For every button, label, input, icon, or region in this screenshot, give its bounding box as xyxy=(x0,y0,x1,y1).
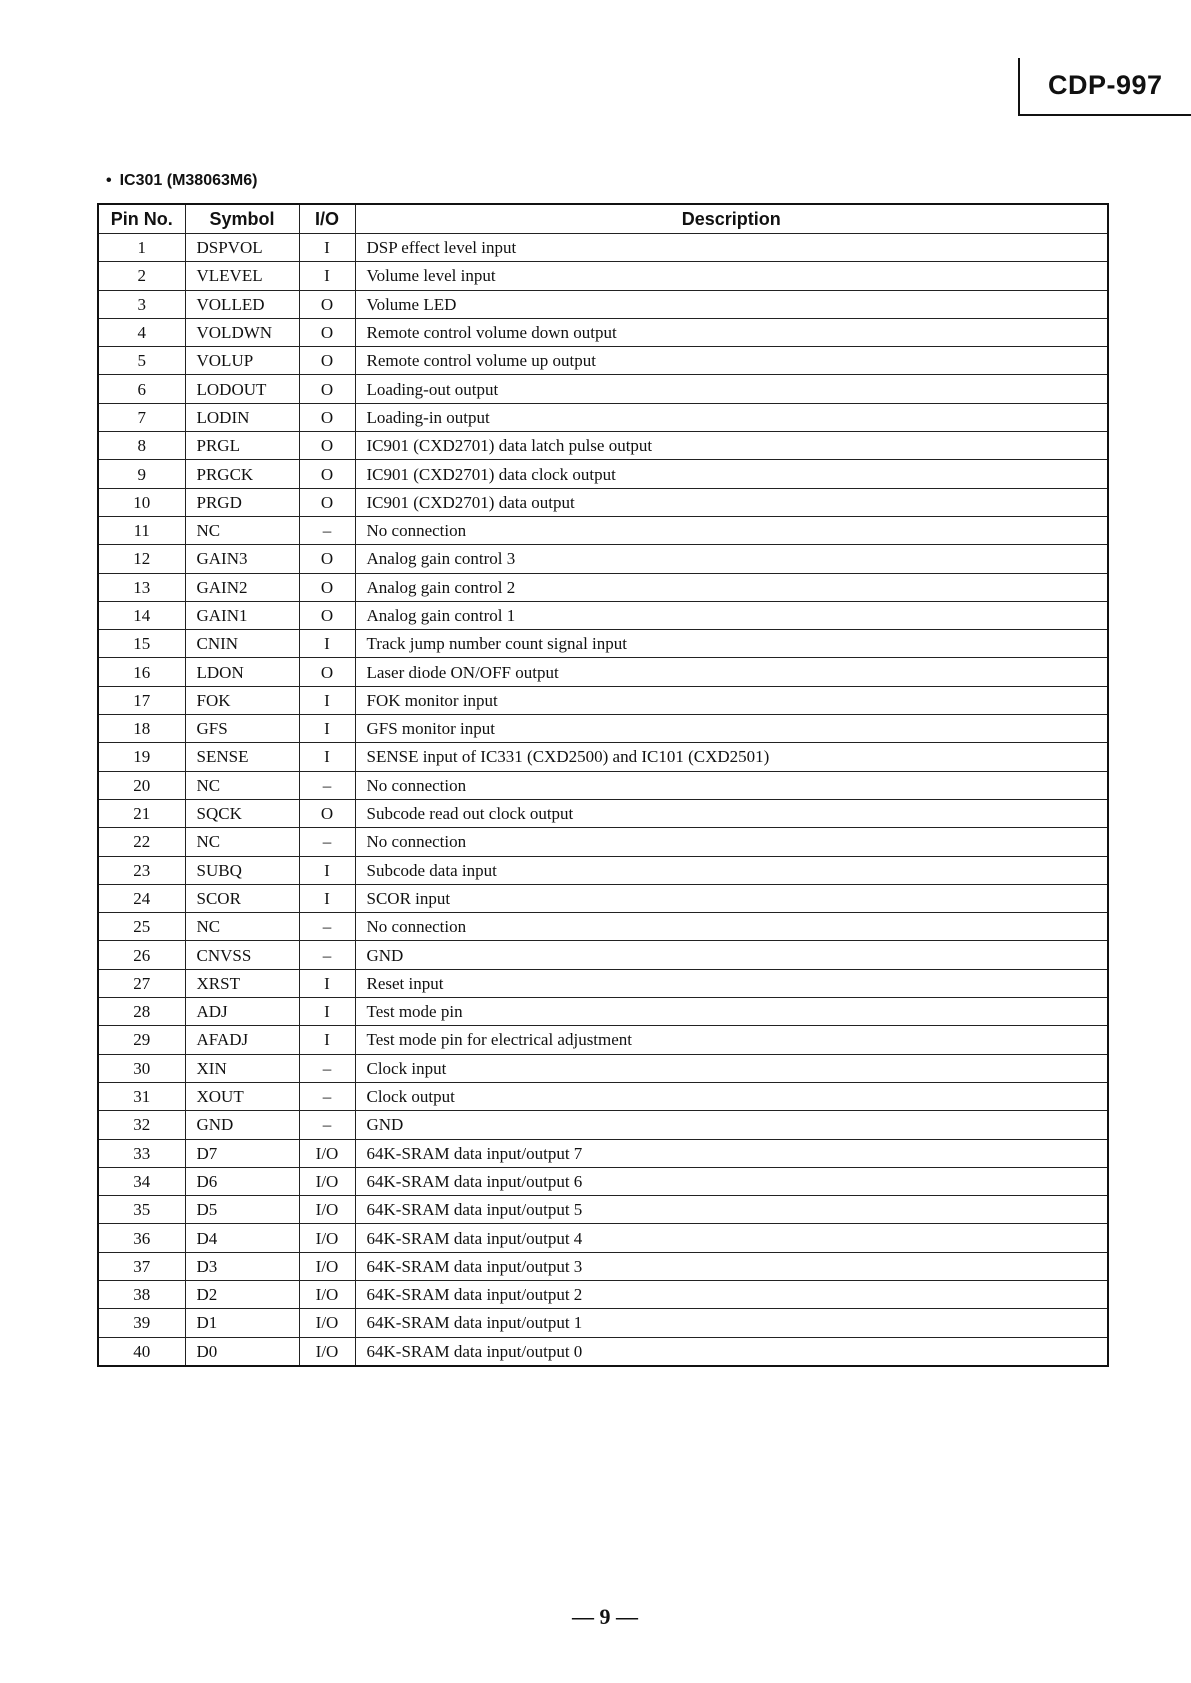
symbol-cell: VOLUP xyxy=(185,347,299,375)
table-row xyxy=(98,743,1108,771)
symbol-cell: D0 xyxy=(185,1337,299,1366)
pin-number-cell: 1 xyxy=(98,234,185,262)
symbol-cell: VLEVEL xyxy=(185,262,299,290)
symbol-cell: XOUT xyxy=(185,1082,299,1110)
io-cell: I xyxy=(299,998,355,1026)
pin-number-cell: 38 xyxy=(98,1280,185,1308)
symbol-cell: SCOR xyxy=(185,884,299,912)
table-body xyxy=(98,234,1108,1366)
col-header-io: I/O xyxy=(299,204,355,234)
table-row xyxy=(98,771,1108,799)
description-cell: Volume LED xyxy=(355,290,1108,318)
table-row xyxy=(98,516,1108,544)
table-row xyxy=(98,1280,1108,1308)
table-row xyxy=(98,998,1108,1026)
pin-number-cell: 9 xyxy=(98,460,185,488)
description-cell: No connection xyxy=(355,828,1108,856)
model-title: CDP-997 xyxy=(1048,70,1163,100)
io-cell: – xyxy=(299,941,355,969)
pin-number-cell: 8 xyxy=(98,432,185,460)
io-cell: I xyxy=(299,1026,355,1054)
symbol-cell: D4 xyxy=(185,1224,299,1252)
table-row xyxy=(98,941,1108,969)
table-row xyxy=(98,630,1108,658)
pin-number-cell: 31 xyxy=(98,1082,185,1110)
symbol-cell: GAIN1 xyxy=(185,601,299,629)
io-cell: O xyxy=(299,403,355,431)
symbol-cell: LODOUT xyxy=(185,375,299,403)
table-row xyxy=(98,856,1108,884)
pin-number-cell: 10 xyxy=(98,488,185,516)
table-row xyxy=(98,1139,1108,1167)
io-cell: I xyxy=(299,743,355,771)
pin-number-cell: 4 xyxy=(98,318,185,346)
io-cell: O xyxy=(299,573,355,601)
pin-number-cell: 33 xyxy=(98,1139,185,1167)
description-cell: No connection xyxy=(355,771,1108,799)
symbol-cell: D5 xyxy=(185,1196,299,1224)
description-cell: GFS monitor input xyxy=(355,715,1108,743)
io-cell: I/O xyxy=(299,1167,355,1195)
symbol-cell: DSPVOL xyxy=(185,234,299,262)
pin-number-cell: 17 xyxy=(98,686,185,714)
pin-number-cell: 12 xyxy=(98,545,185,573)
description-cell: Loading-out output xyxy=(355,375,1108,403)
table-row xyxy=(98,234,1108,262)
table-row xyxy=(98,262,1108,290)
pin-table xyxy=(97,203,1109,1367)
symbol-cell: GAIN3 xyxy=(185,545,299,573)
io-cell: – xyxy=(299,1111,355,1139)
io-cell: O xyxy=(299,375,355,403)
description-cell: No connection xyxy=(355,913,1108,941)
symbol-cell: SQCK xyxy=(185,799,299,827)
pin-number-cell: 26 xyxy=(98,941,185,969)
symbol-cell: NC xyxy=(185,828,299,856)
pin-number-cell: 23 xyxy=(98,856,185,884)
description-cell: FOK monitor input xyxy=(355,686,1108,714)
table-row xyxy=(98,347,1108,375)
pin-number-cell: 30 xyxy=(98,1054,185,1082)
description-cell: 64K-SRAM data input/output 5 xyxy=(355,1196,1108,1224)
io-cell: I/O xyxy=(299,1139,355,1167)
table-row xyxy=(98,658,1108,686)
description-cell: Remote control volume up output xyxy=(355,347,1108,375)
page-number: — 9 — xyxy=(572,1604,638,1629)
description-cell: Laser diode ON/OFF output xyxy=(355,658,1108,686)
description-cell: Analog gain control 1 xyxy=(355,601,1108,629)
io-cell: O xyxy=(299,545,355,573)
symbol-cell: CNVSS xyxy=(185,941,299,969)
table-row xyxy=(98,969,1108,997)
description-cell: IC901 (CXD2701) data latch pulse output xyxy=(355,432,1108,460)
description-cell: Subcode read out clock output xyxy=(355,799,1108,827)
pin-number-cell: 36 xyxy=(98,1224,185,1252)
col-header-description: Description xyxy=(355,204,1108,234)
symbol-cell: NC xyxy=(185,516,299,544)
table-row xyxy=(98,1196,1108,1224)
pin-number-cell: 28 xyxy=(98,998,185,1026)
table-row xyxy=(98,432,1108,460)
pin-number-cell: 3 xyxy=(98,290,185,318)
table-row xyxy=(98,1309,1108,1337)
table-row xyxy=(98,375,1108,403)
io-cell: O xyxy=(299,799,355,827)
description-cell: 64K-SRAM data input/output 7 xyxy=(355,1139,1108,1167)
table-row xyxy=(98,799,1108,827)
pin-number-cell: 27 xyxy=(98,969,185,997)
io-cell: O xyxy=(299,318,355,346)
pin-number-cell: 37 xyxy=(98,1252,185,1280)
io-cell: I/O xyxy=(299,1337,355,1366)
description-cell: 64K-SRAM data input/output 0 xyxy=(355,1337,1108,1366)
symbol-cell: NC xyxy=(185,913,299,941)
symbol-cell: D7 xyxy=(185,1139,299,1167)
col-header-symbol: Symbol xyxy=(185,204,299,234)
table-row xyxy=(98,1026,1108,1054)
description-cell: Track jump number count signal input xyxy=(355,630,1108,658)
table-row xyxy=(98,913,1108,941)
symbol-cell: D3 xyxy=(185,1252,299,1280)
pin-number-cell: 40 xyxy=(98,1337,185,1366)
table-row xyxy=(98,1111,1108,1139)
table-row xyxy=(98,601,1108,629)
io-cell: O xyxy=(299,432,355,460)
description-cell: Analog gain control 2 xyxy=(355,573,1108,601)
description-cell: 64K-SRAM data input/output 3 xyxy=(355,1252,1108,1280)
io-cell: I xyxy=(299,856,355,884)
symbol-cell: ADJ xyxy=(185,998,299,1026)
io-cell: I/O xyxy=(299,1280,355,1308)
table-row xyxy=(98,573,1108,601)
section-heading xyxy=(106,172,257,190)
io-cell: I/O xyxy=(299,1252,355,1280)
description-cell: GND xyxy=(355,1111,1108,1139)
col-header-pin: Pin No. xyxy=(98,204,185,234)
symbol-cell: LODIN xyxy=(185,403,299,431)
table-row xyxy=(98,1054,1108,1082)
pin-number-cell: 19 xyxy=(98,743,185,771)
pin-number-cell: 25 xyxy=(98,913,185,941)
pin-number-cell: 22 xyxy=(98,828,185,856)
symbol-cell: GAIN2 xyxy=(185,573,299,601)
symbol-cell: FOK xyxy=(185,686,299,714)
symbol-cell: PRGL xyxy=(185,432,299,460)
io-cell: O xyxy=(299,347,355,375)
symbol-cell: NC xyxy=(185,771,299,799)
symbol-cell: GFS xyxy=(185,715,299,743)
symbol-cell: CNIN xyxy=(185,630,299,658)
symbol-cell: D1 xyxy=(185,1309,299,1337)
pin-number-cell: 6 xyxy=(98,375,185,403)
symbol-cell: PRGD xyxy=(185,488,299,516)
symbol-cell: LDON xyxy=(185,658,299,686)
symbol-cell: GND xyxy=(185,1111,299,1139)
pin-number-cell: 24 xyxy=(98,884,185,912)
pin-number-cell: 15 xyxy=(98,630,185,658)
io-cell: – xyxy=(299,771,355,799)
symbol-cell: SUBQ xyxy=(185,856,299,884)
symbol-cell: SENSE xyxy=(185,743,299,771)
io-cell: I xyxy=(299,715,355,743)
table-row xyxy=(98,318,1108,346)
symbol-cell: VOLLED xyxy=(185,290,299,318)
description-cell: 64K-SRAM data input/output 2 xyxy=(355,1280,1108,1308)
description-cell: GND xyxy=(355,941,1108,969)
description-cell: 64K-SRAM data input/output 6 xyxy=(355,1167,1108,1195)
table-row xyxy=(98,1252,1108,1280)
description-cell: Test mode pin xyxy=(355,998,1108,1026)
symbol-cell: VOLDWN xyxy=(185,318,299,346)
table-row xyxy=(98,545,1108,573)
symbol-cell: XIN xyxy=(185,1054,299,1082)
pin-number-cell: 35 xyxy=(98,1196,185,1224)
io-cell: I xyxy=(299,969,355,997)
pin-number-cell: 14 xyxy=(98,601,185,629)
pin-number-cell: 39 xyxy=(98,1309,185,1337)
table-row xyxy=(98,1337,1108,1366)
io-cell: O xyxy=(299,601,355,629)
table-row xyxy=(98,290,1108,318)
description-cell: Reset input xyxy=(355,969,1108,997)
symbol-cell: PRGCK xyxy=(185,460,299,488)
table-row xyxy=(98,884,1108,912)
symbol-cell: D2 xyxy=(185,1280,299,1308)
section-title: IC301 (M38063M6) xyxy=(119,172,258,189)
description-cell: IC901 (CXD2701) data clock output xyxy=(355,460,1108,488)
pin-number-cell: 16 xyxy=(98,658,185,686)
io-cell: – xyxy=(299,1054,355,1082)
table-row xyxy=(98,460,1108,488)
table-row xyxy=(98,488,1108,516)
symbol-cell: XRST xyxy=(185,969,299,997)
description-cell: 64K-SRAM data input/output 4 xyxy=(355,1224,1108,1252)
io-cell: – xyxy=(299,828,355,856)
description-cell: Analog gain control 3 xyxy=(355,545,1108,573)
description-cell: Remote control volume down output xyxy=(355,318,1108,346)
symbol-cell: D6 xyxy=(185,1167,299,1195)
pin-number-cell: 13 xyxy=(98,573,185,601)
io-cell: – xyxy=(299,1082,355,1110)
io-cell: I xyxy=(299,234,355,262)
pin-number-cell: 11 xyxy=(98,516,185,544)
table-row xyxy=(98,1082,1108,1110)
table-row xyxy=(98,403,1108,431)
io-cell: O xyxy=(299,488,355,516)
io-cell: I/O xyxy=(299,1196,355,1224)
pin-number-cell: 5 xyxy=(98,347,185,375)
io-cell: I xyxy=(299,884,355,912)
description-cell: 64K-SRAM data input/output 1 xyxy=(355,1309,1108,1337)
description-cell: SCOR input xyxy=(355,884,1108,912)
table-row xyxy=(98,1167,1108,1195)
table-row xyxy=(98,686,1108,714)
io-cell: – xyxy=(299,516,355,544)
symbol-cell: AFADJ xyxy=(185,1026,299,1054)
io-cell: I/O xyxy=(299,1224,355,1252)
pin-number-cell: 20 xyxy=(98,771,185,799)
description-cell: IC901 (CXD2701) data output xyxy=(355,488,1108,516)
pin-number-cell: 21 xyxy=(98,799,185,827)
description-cell: Volume level input xyxy=(355,262,1108,290)
io-cell: O xyxy=(299,658,355,686)
table-header-row xyxy=(98,204,1108,234)
table-row xyxy=(98,828,1108,856)
pin-number-cell: 32 xyxy=(98,1111,185,1139)
io-cell: I xyxy=(299,630,355,658)
table-row xyxy=(98,1224,1108,1252)
description-cell: Clock input xyxy=(355,1054,1108,1082)
description-cell: Test mode pin for electrical adjustment xyxy=(355,1026,1108,1054)
description-cell: Loading-in output xyxy=(355,403,1108,431)
bullet: • xyxy=(106,172,112,189)
pin-number-cell: 2 xyxy=(98,262,185,290)
io-cell: I xyxy=(299,262,355,290)
description-cell: DSP effect level input xyxy=(355,234,1108,262)
description-cell: No connection xyxy=(355,516,1108,544)
io-cell: O xyxy=(299,460,355,488)
io-cell: – xyxy=(299,913,355,941)
io-cell: O xyxy=(299,290,355,318)
pin-number-cell: 18 xyxy=(98,715,185,743)
description-cell: Subcode data input xyxy=(355,856,1108,884)
pin-number-cell: 7 xyxy=(98,403,185,431)
description-cell: Clock output xyxy=(355,1082,1108,1110)
description-cell: SENSE input of IC331 (CXD2500) and IC101 (CXD2501) xyxy=(355,743,1108,771)
io-cell: I/O xyxy=(299,1309,355,1337)
pin-number-cell: 34 xyxy=(98,1167,185,1195)
table-row xyxy=(98,715,1108,743)
pin-number-cell: 29 xyxy=(98,1026,185,1054)
io-cell: I xyxy=(299,686,355,714)
